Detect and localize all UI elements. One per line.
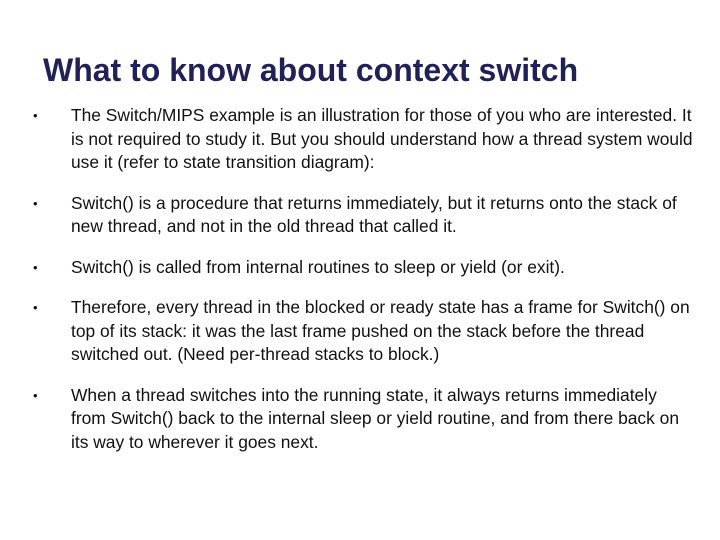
bullet-item	[33, 296, 693, 367]
bullet-dot-icon: •	[33, 108, 38, 123]
bullet-item	[33, 256, 693, 280]
bullet-dot-icon: •	[33, 387, 38, 403]
bullet-text: The Switch/MIPS example is an illustration for those of you who are interested. It is not required to study it. But you should understand how a thread system would use it (refer to state transition diagram):	[71, 105, 693, 172]
bullet-text: Switch() is called from internal routines to sleep or yield (or exit).	[71, 256, 565, 277]
bullet-item	[33, 192, 693, 239]
bullet-dot-icon: •	[33, 259, 38, 275]
slide-title: What to know about context switch	[43, 52, 579, 88]
bullet-item	[33, 384, 693, 455]
bullet-text: Therefore, every thread in the blocked or ready state has a frame for Switch() on top of its stack: it was the last frame pushed on the stack before the thread switched out. (Need per-thread stacks to block.)	[71, 297, 690, 364]
bullet-list	[33, 104, 693, 471]
bullet-dot-icon: •	[33, 195, 38, 211]
bullet-text: Switch() is a procedure that returns immediately, but it returns onto the stack of new thread, and not in the old thread that called it.	[71, 192, 677, 236]
bullet-dot-icon: •	[33, 300, 38, 315]
bullet-item	[33, 104, 693, 175]
bullet-text: When a thread switches into the running state, it always returns immediately from Switch() back to the internal sleep or yield routine, and from there back on its way to wherever it goes next.	[71, 384, 680, 452]
